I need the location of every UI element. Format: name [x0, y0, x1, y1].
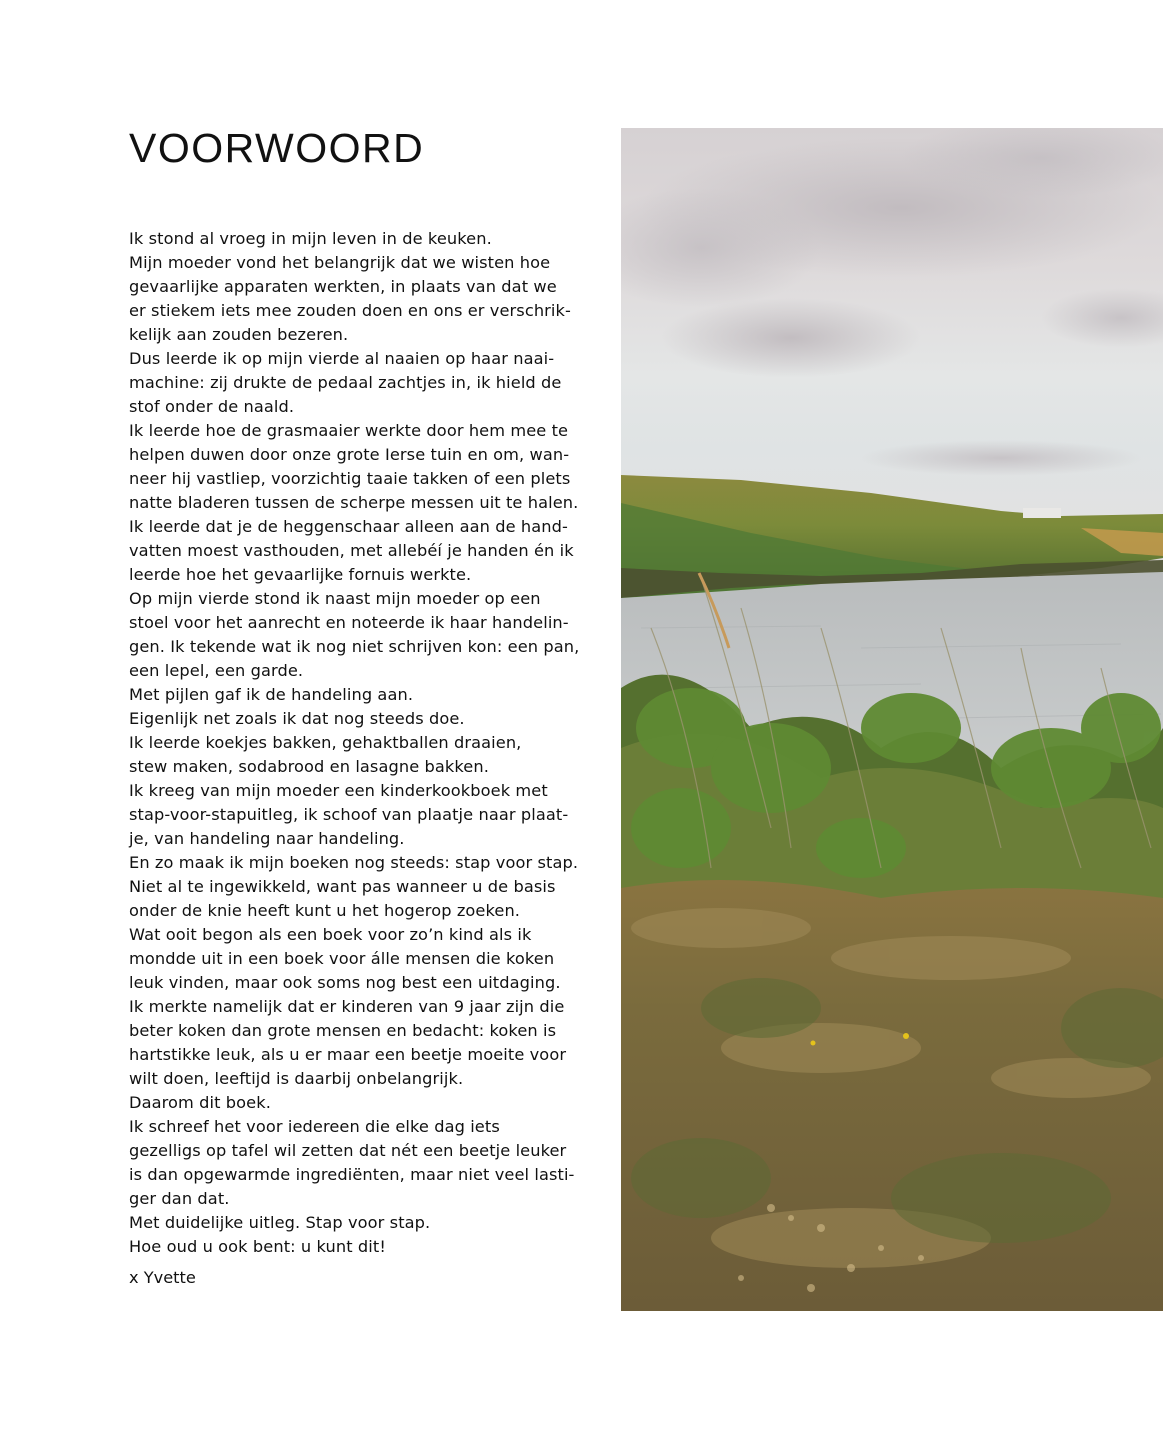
text-line: Met duidelijke uitleg. Stap voor stap.: [129, 1213, 431, 1232]
text-line: Mijn moeder vond het belangrijk dat we wisten hoe: [129, 253, 551, 272]
text-line: gevaarlijke apparaten werkten, in plaats van dat we: [129, 277, 557, 296]
text-line: ger dan dat.: [129, 1189, 230, 1208]
text-line: onder de knie heeft kunt u het hogerop zoeken.: [129, 901, 521, 920]
text-line: stap-voor-stapuitleg, ik schoof van plaatje naar plaat-: [129, 805, 569, 824]
text-line: Dus leerde ik op mijn vierde al naaien op haar naai-: [129, 349, 555, 368]
text-line: Ik stond al vroeg in mijn leven in de keuken.: [129, 229, 492, 248]
page-title: VOORWOORD: [129, 125, 425, 171]
text-line: machine: zij drukte de pedaal zachtjes in, ik hield de: [129, 373, 562, 392]
text-line: Ik leerde dat je de heggenschaar alleen aan de hand-: [129, 517, 568, 536]
text-line: leuk vinden, maar ook soms nog best een uitdaging.: [129, 973, 561, 992]
text-line: Ik merkte namelijk dat er kinderen van 9 jaar zijn die: [129, 997, 565, 1016]
text-line: Eigenlijk net zoals ik dat nog steeds doe.: [129, 709, 465, 728]
text-line: Hoe oud u ook bent: u kunt dit!: [129, 1237, 386, 1256]
text-line: mondde uit in een boek voor álle mensen die koken: [129, 949, 555, 968]
text-line: er stiekem iets mee zouden doen en ons er verschrik-: [129, 301, 571, 320]
text-line: gezelligs op tafel wil zetten dat nét een beetje leuker: [129, 1141, 567, 1160]
text-line: Ik leerde koekjes bakken, gehaktballen draaien,: [129, 733, 522, 752]
text-line: hartstikke leuk, als u er maar een beetje moeite voor: [129, 1045, 567, 1064]
text-line: Wat ooit begon als een boek voor zo’n kind als ik: [129, 925, 532, 944]
text-line: En zo maak ik mijn boeken nog steeds: stap voor stap.: [129, 853, 579, 872]
text-line: leerde hoe het gevaarlijke fornuis werkte.: [129, 565, 472, 584]
text-line: Ik leerde hoe de grasmaaier werkte door hem mee te: [129, 421, 569, 440]
foreword-body: [129, 227, 599, 1259]
text-line: stew maken, sodabrood en lasagne bakken.: [129, 757, 489, 776]
text-line: Daarom dit boek.: [129, 1093, 271, 1112]
text-line: een lepel, een garde.: [129, 661, 304, 680]
text-line: vatten moest vasthouden, met allebéí je handen én ik: [129, 541, 574, 560]
text-line: Ik schreef het voor iedereen die elke dag iets: [129, 1117, 500, 1136]
text-line: natte bladeren tussen de scherpe messen uit te halen.: [129, 493, 579, 512]
text-line: wilt doen, leeftijd is daarbij onbelangrijk.: [129, 1069, 464, 1088]
text-line: Op mijn vierde stond ik naast mijn moeder op een: [129, 589, 541, 608]
text-line: Niet al te ingewikkeld, want pas wanneer u de basis: [129, 877, 556, 896]
text-line: stoel voor het aanrecht en noteerde ik haar handelin-: [129, 613, 569, 632]
text-line: Met pijlen gaf ik de handeling aan.: [129, 685, 414, 704]
text-line: helpen duwen door onze grote Ierse tuin en om, wan-: [129, 445, 570, 464]
landscape-photo-image: [621, 128, 1163, 1311]
text-line: neer hij vastliep, voorzichtig taaie takken of een plets: [129, 469, 571, 488]
text-line: kelijk aan zouden bezeren.: [129, 325, 349, 344]
text-line: beter koken dan grote mensen en bedacht: koken is: [129, 1021, 557, 1040]
text-line: je, van handeling naar handeling.: [129, 829, 405, 848]
landscape-photo: [621, 128, 1163, 1311]
text-line: Ik kreeg van mijn moeder een kinderkookboek met: [129, 781, 548, 800]
text-line: stof onder de naald.: [129, 397, 295, 416]
text-line: is dan opgewarmde ingrediënten, maar niet veel lasti-: [129, 1165, 575, 1184]
signature: x Yvette: [129, 1268, 196, 1287]
text-line: gen. Ik tekende wat ik nog niet schrijven kon: een pan,: [129, 637, 580, 656]
